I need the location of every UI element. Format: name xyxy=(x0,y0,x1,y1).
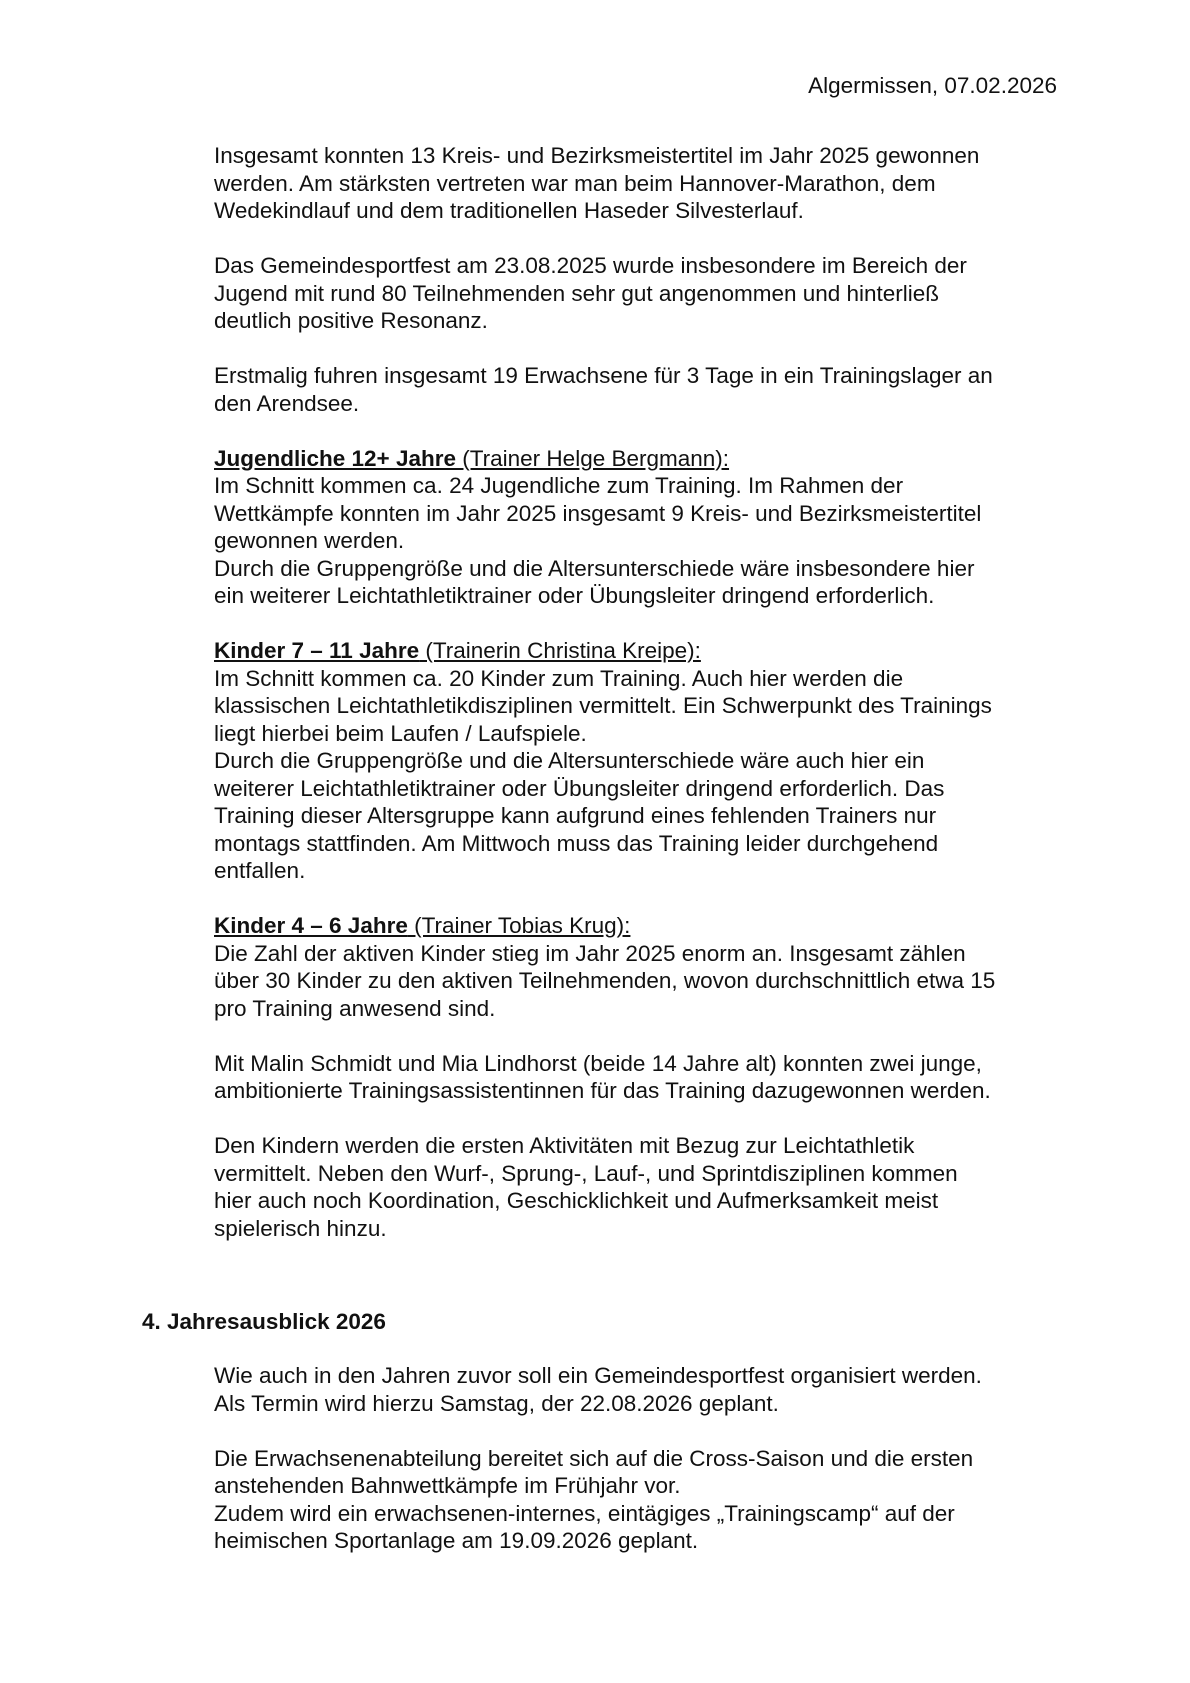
report-body xyxy=(214,142,1060,1242)
text-line: Insgesamt konnten 13 Kreis- und Bezirksmeistertitel im Jahr 2025 gewonnen xyxy=(214,143,980,168)
text-line: Als Termin wird hierzu Samstag, der 22.08.2026 geplant. xyxy=(214,1390,779,1416)
text-line: Jugend mit rund 80 Teilnehmenden sehr gut angenommen und hinterließ xyxy=(214,280,940,306)
section-heading-outlook: 4. Jahresausblick 2026 xyxy=(142,1309,386,1334)
text-line: liegt hierbei beim Laufen / Laufspiele. xyxy=(214,720,587,746)
text-line: den Arendsee. xyxy=(214,390,360,416)
text-line: klassischen Leichtathletikdisziplinen vermittelt. Ein Schwerpunkt des Trainings xyxy=(214,693,992,718)
group-title: Kinder 7 – 11 Jahre xyxy=(214,638,420,663)
text-line: vermittelt. Neben den Wurf-, Sprung-, Lauf-, und Sprintdisziplinen kommen xyxy=(214,1160,958,1186)
text-line: Wedekindlauf und dem traditionellen Haseder Silvesterlauf. xyxy=(214,198,804,223)
text-line: Mit Malin Schmidt und Mia Lindhorst (beide 14 Jahre alt) konnten zwei junge, xyxy=(214,1050,982,1076)
text-line: über 30 Kinder zu den aktiven Teilnehmenden, wovon durchschnittlich etwa 15 xyxy=(214,968,996,993)
text-line: montags stattfinden. Am Mittwoch muss das Training leider durchgehend xyxy=(214,830,939,856)
text-line: Im Schnitt kommen ca. 20 Kinder zum Training. Auch hier werden die xyxy=(214,665,904,691)
group-title: Kinder 4 – 6 Jahre xyxy=(214,913,408,938)
text-line: entfallen. xyxy=(214,858,306,883)
text-line: werden. Am stärksten vertreten war man beim Hannover-Marathon, dem xyxy=(214,170,936,196)
text-line: heimischen Sportanlage am 19.09.2026 geplant. xyxy=(214,1528,699,1553)
place-date: Algermissen, 07.02.2026 xyxy=(808,73,1057,98)
text-line: anstehenden Bahnwettkämpfe im Frühjahr vor. xyxy=(214,1473,681,1498)
text-line: ambitionierte Trainingsassistentinnen für das Training dazugewonnen werden. xyxy=(214,1078,991,1103)
outlook-body xyxy=(214,1362,1060,1555)
text-line: gewonnen werden. xyxy=(214,528,405,553)
group-trainer: (Trainerin Christina Kreipe): xyxy=(419,638,701,663)
text-line: Die Zahl der aktiven Kinder stieg im Jahr 2025 enorm an. Insgesamt zählen xyxy=(214,940,966,966)
section-heading-kids-4-6 xyxy=(214,912,1060,940)
group-trainer: (Trainer Helge Bergmann): xyxy=(456,445,730,471)
text-line: deutlich positive Resonanz. xyxy=(214,308,488,333)
text-line: Wettkämpfe konnten im Jahr 2025 insgesamt 9 Kreis- und Bezirksmeistertitel xyxy=(214,500,982,526)
text-line: Den Kindern werden die ersten Aktivitäten mit Bezug zur Leichtathletik xyxy=(214,1133,915,1158)
text-line: weiterer Leichtathletiktrainer oder Übungsleiter dringend erforderlich. Das xyxy=(214,775,945,801)
text-line: pro Training anwesend sind. xyxy=(214,995,496,1021)
text-line: Erstmalig fuhren insgesamt 19 Erwachsene für 3 Tage in ein Trainingslager an xyxy=(214,363,993,388)
text-line: Zudem wird ein erwachsenen-internes, eintägiges „Trainingscamp“ auf der xyxy=(214,1500,955,1526)
text-line: ein weiterer Leichtathletiktrainer oder Übungsleiter dringend erforderlich. xyxy=(214,583,935,608)
group-title: Jugendliche 12+ Jahre xyxy=(214,445,456,471)
text-line: Wie auch in den Jahren zuvor soll ein Gemeindesportfest organisiert werden. xyxy=(214,1363,982,1388)
group-trainer: (Trainer Tobias Krug): xyxy=(407,913,631,938)
section-heading-kids-7-11 xyxy=(214,637,1060,665)
text-line: Im Schnitt kommen ca. 24 Jugendliche zum Training. Im Rahmen der xyxy=(214,473,904,498)
text-line: Durch die Gruppengröße und die Altersunterschiede wäre insbesondere hier xyxy=(214,555,975,581)
text-line: Durch die Gruppengröße und die Altersunterschiede wäre auch hier ein xyxy=(214,748,925,773)
section-heading-youth xyxy=(214,445,1060,473)
text-line: Training dieser Altersgruppe kann aufgrund eines fehlenden Trainers nur xyxy=(214,803,937,828)
text-line: spielerisch hinzu. xyxy=(214,1215,387,1241)
text-line: hier auch noch Koordination, Geschicklichkeit und Aufmerksamkeit meist xyxy=(214,1188,939,1213)
text-line: Das Gemeindesportfest am 23.08.2025 wurde insbesondere im Bereich der xyxy=(214,253,967,278)
text-line: Die Erwachsenenabteilung bereitet sich auf die Cross-Saison und die ersten xyxy=(214,1445,974,1471)
